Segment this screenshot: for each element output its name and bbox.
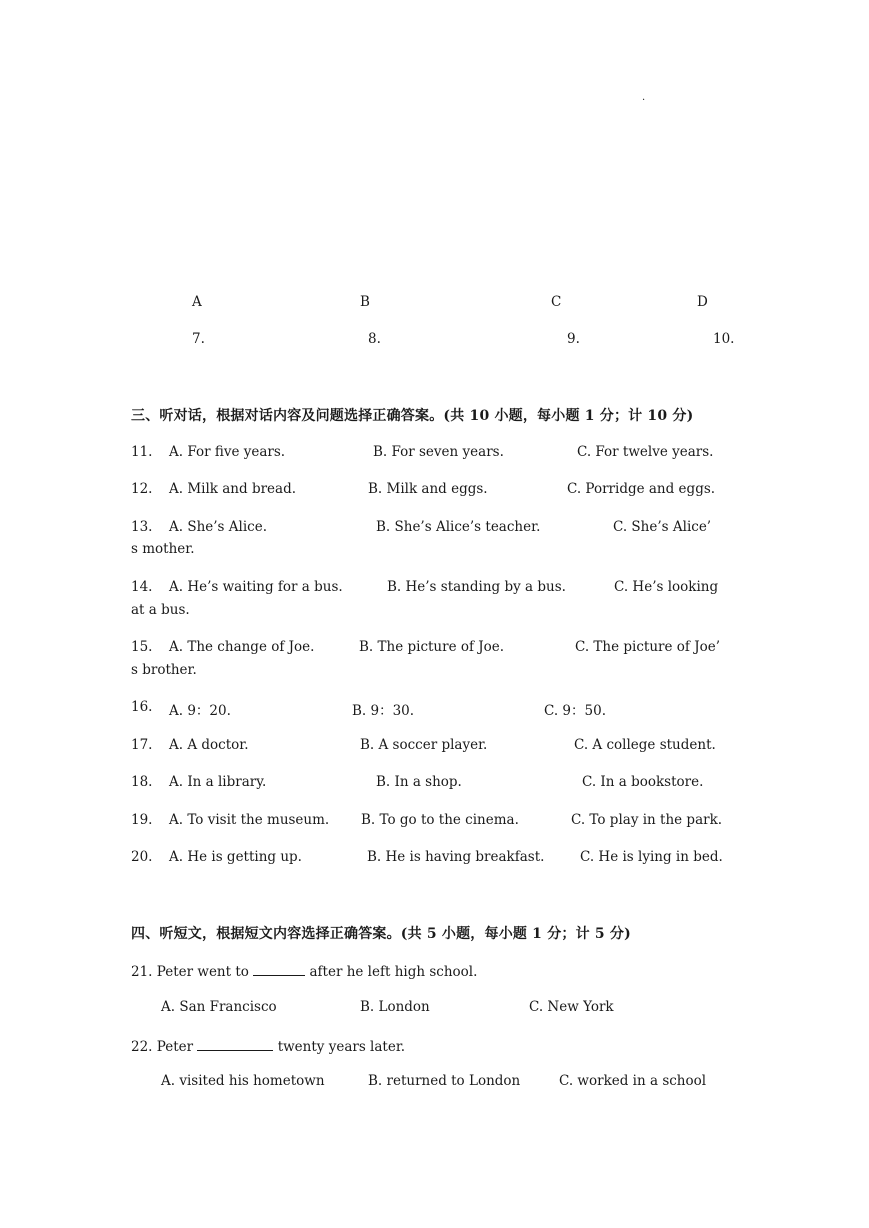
question-number: 20.: [131, 849, 153, 865]
option-b: B. She’s Alice’s teacher.: [376, 519, 541, 535]
option-c: C. worked in a school: [559, 1073, 707, 1089]
option-a: A. She’s Alice.: [169, 519, 268, 535]
picture-label-b: B: [360, 294, 370, 310]
question-number: 19.: [131, 812, 153, 828]
question-number: 15.: [131, 639, 153, 655]
option-b: B. London: [360, 999, 430, 1015]
picture-label-a: A: [192, 294, 202, 310]
question-21-stem: [131, 961, 477, 980]
option-c: C. She’s Alice’: [613, 519, 712, 535]
picture-label-c: C: [551, 294, 562, 310]
option-c: C. He is lying in bed.: [580, 849, 723, 865]
option-a: A. He’s waiting for a bus.: [169, 579, 343, 595]
question-number-8: 8.: [368, 331, 381, 347]
option-a: A. San Francisco: [161, 999, 277, 1015]
option-a: A. For five years.: [169, 444, 286, 460]
option-b: B. He is having breakfast.: [367, 849, 545, 865]
section-3-heading: 三、听对话，根据对话内容及问题选择正确答案。(共 10 小题，每小题 1 分；计 10 分): [131, 408, 694, 424]
option-c: C. A college student.: [574, 737, 716, 753]
answer-blank: [253, 961, 305, 976]
option-c: C. In a bookstore.: [582, 774, 704, 790]
option-a: A. In a library.: [169, 774, 267, 790]
option-b: B. 9：30.: [352, 703, 415, 719]
option-c: C. The picture of Joe’: [575, 639, 721, 655]
page-mark: .: [642, 92, 646, 103]
question-number: 13.: [131, 519, 153, 535]
answer-blank: [197, 1036, 273, 1051]
option-c: C. To play in the park.: [571, 812, 723, 828]
option-a: A. He is getting up.: [169, 849, 302, 865]
option-a: A. The change of Joe.: [169, 639, 315, 655]
question-22-stem: [131, 1036, 405, 1055]
stem-before: 22. Peter: [131, 1039, 194, 1055]
option-b: B. returned to London: [368, 1073, 521, 1089]
option-c: C. Porridge and eggs.: [567, 481, 716, 497]
question-number: 12.: [131, 481, 153, 497]
question-number-9: 9.: [567, 331, 580, 347]
question-number: 11.: [131, 444, 153, 460]
stem-before: 21. Peter went to: [131, 964, 249, 980]
option-a: A. Milk and bread.: [169, 481, 297, 497]
option-c-continued: at a bus.: [131, 602, 190, 618]
option-c: C. He’s looking: [614, 579, 719, 595]
question-number-7: 7.: [192, 331, 205, 347]
question-number-10: 10.: [713, 331, 735, 347]
option-b: B. Milk and eggs.: [368, 481, 488, 497]
question-number: 18.: [131, 774, 153, 790]
question-number: 14.: [131, 579, 153, 595]
option-c: C. New York: [529, 999, 614, 1015]
option-b: B. The picture of Joe.: [359, 639, 505, 655]
option-c-continued: s brother.: [131, 662, 197, 678]
option-b: B. A soccer player.: [360, 737, 488, 753]
option-a: A. To visit the museum.: [169, 812, 330, 828]
option-c: C. 9：50.: [544, 703, 606, 719]
picture-label-d: D: [697, 294, 708, 310]
stem-after: twenty years later.: [277, 1039, 406, 1055]
option-b: B. For seven years.: [373, 444, 504, 460]
option-a: A. visited his hometown: [161, 1073, 325, 1089]
option-a: A. A doctor.: [169, 737, 249, 753]
question-number: 17.: [131, 737, 153, 753]
option-c-continued: s mother.: [131, 541, 195, 557]
option-b: B. He’s standing by a bus.: [387, 579, 566, 595]
option-c: C. For twelve years.: [577, 444, 714, 460]
option-b: B. To go to the cinema.: [361, 812, 519, 828]
question-number: 16.: [131, 699, 153, 715]
option-a: A. 9：20.: [169, 703, 231, 719]
stem-after: after he left high school.: [309, 964, 478, 980]
section-4-heading: 四、听短文，根据短文内容选择正确答案。(共 5 小题，每小题 1 分；计 5 分): [131, 926, 631, 942]
option-b: B. In a shop.: [376, 774, 462, 790]
